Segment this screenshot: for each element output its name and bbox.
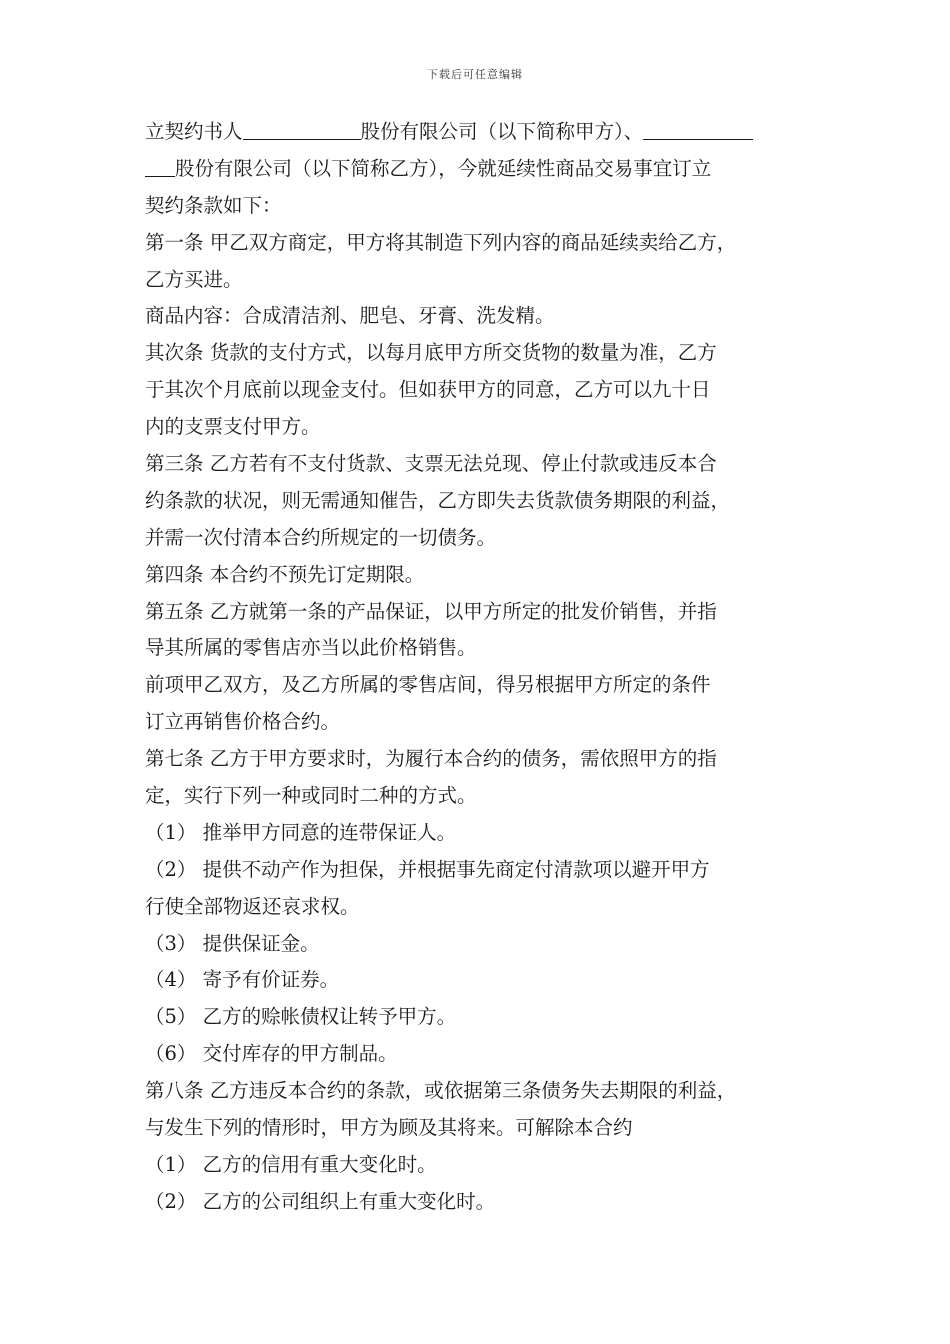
- contract-line-2: [145, 151, 825, 188]
- contract-line: 第五条 乙方就第一条的产品保证，以甲方所定的批发价销售，并指: [145, 599, 717, 623]
- contract-line: 导其所属的零售店亦当以此价格销售。: [145, 636, 477, 660]
- party-b-blank: [643, 117, 753, 140]
- contract-line: 第一条 甲乙双方商定，甲方将其制造下列内容的商品延续卖给乙方，: [145, 230, 737, 254]
- contract-line: 定，实行下列一种或同时二种的方式。: [145, 784, 477, 808]
- contract-line: 契约条款如下：: [145, 193, 282, 217]
- contract-body: [145, 114, 825, 1221]
- party-b-blank-continued: [145, 154, 175, 177]
- contract-line: 约条款的状况，则无需通知催告，乙方即失去货款债务期限的利益，: [145, 488, 731, 512]
- contract-line: 前项甲乙双方，及乙方所属的零售店间，得另根据甲方所定的条件: [145, 673, 711, 697]
- page-header-note: 下载后可任意编辑: [427, 68, 523, 81]
- contract-line: 第八条 乙方违反本合约的条款，或依据第三条债务失去期限的利益，: [145, 1079, 737, 1103]
- contract-line: 行使全部物返还哀求权。: [145, 894, 360, 918]
- contract-line: （4） 寄予有价证券。: [145, 968, 340, 992]
- contract-line: 第三条 乙方若有不支付货款、支票无法兑现、停止付款或违反本合: [145, 452, 717, 476]
- contract-line: 与发生下列的情形时，甲方为顾及其将来。可解除本合约: [145, 1116, 633, 1140]
- contract-line-1: [145, 114, 825, 151]
- contract-line: 订立再销售价格合约。: [145, 710, 341, 734]
- contract-line: 其次条 货款的支付方式，以每月底甲方所交货物的数量为准，乙方: [145, 341, 717, 365]
- contract-line: 乙方买进。: [145, 267, 243, 291]
- contract-line: 第七条 乙方于甲方要求时，为履行本合约的债务，需依照甲方的指: [145, 747, 717, 771]
- contract-line: （5） 乙方的赊帐债权让转予甲方。: [145, 1005, 457, 1029]
- contract-line: 第四条 本合约不预先订定期限。: [145, 562, 425, 586]
- contract-line: 商品内容：合成清洁剂、肥皂、牙膏、洗发精。: [145, 304, 555, 328]
- contract-line: （1） 乙方的信用有重大变化时。: [145, 1152, 437, 1176]
- contract-line: 并需一次付清本合约所规定的一切债务。: [145, 525, 497, 549]
- contract-line: （2） 提供不动产作为担保，并根据事先商定付清款项以避开甲方: [145, 857, 710, 881]
- contract-line: （1） 推举甲方同意的连带保证人。: [145, 820, 457, 844]
- party-b-text: 股份有限公司（以下简称乙方），今就延续性商品交易事宜订立: [175, 156, 712, 180]
- contract-line: 于其次个月底前以现金支付。但如获甲方的同意，乙方可以九十日: [145, 378, 711, 402]
- party-a-text: 股份有限公司（以下简称甲方）、: [360, 120, 644, 143]
- contract-line: （3） 提供保证金。: [145, 931, 320, 955]
- contract-line: （2） 乙方的公司组织上有重大变化时。: [145, 1189, 496, 1213]
- party-a-blank: [243, 117, 361, 140]
- contract-line: 内的支票支付甲方。: [145, 415, 321, 439]
- contract-line: （6） 交付库存的甲方制品。: [145, 1042, 398, 1066]
- party-intro-text: 立契约书人: [145, 120, 243, 143]
